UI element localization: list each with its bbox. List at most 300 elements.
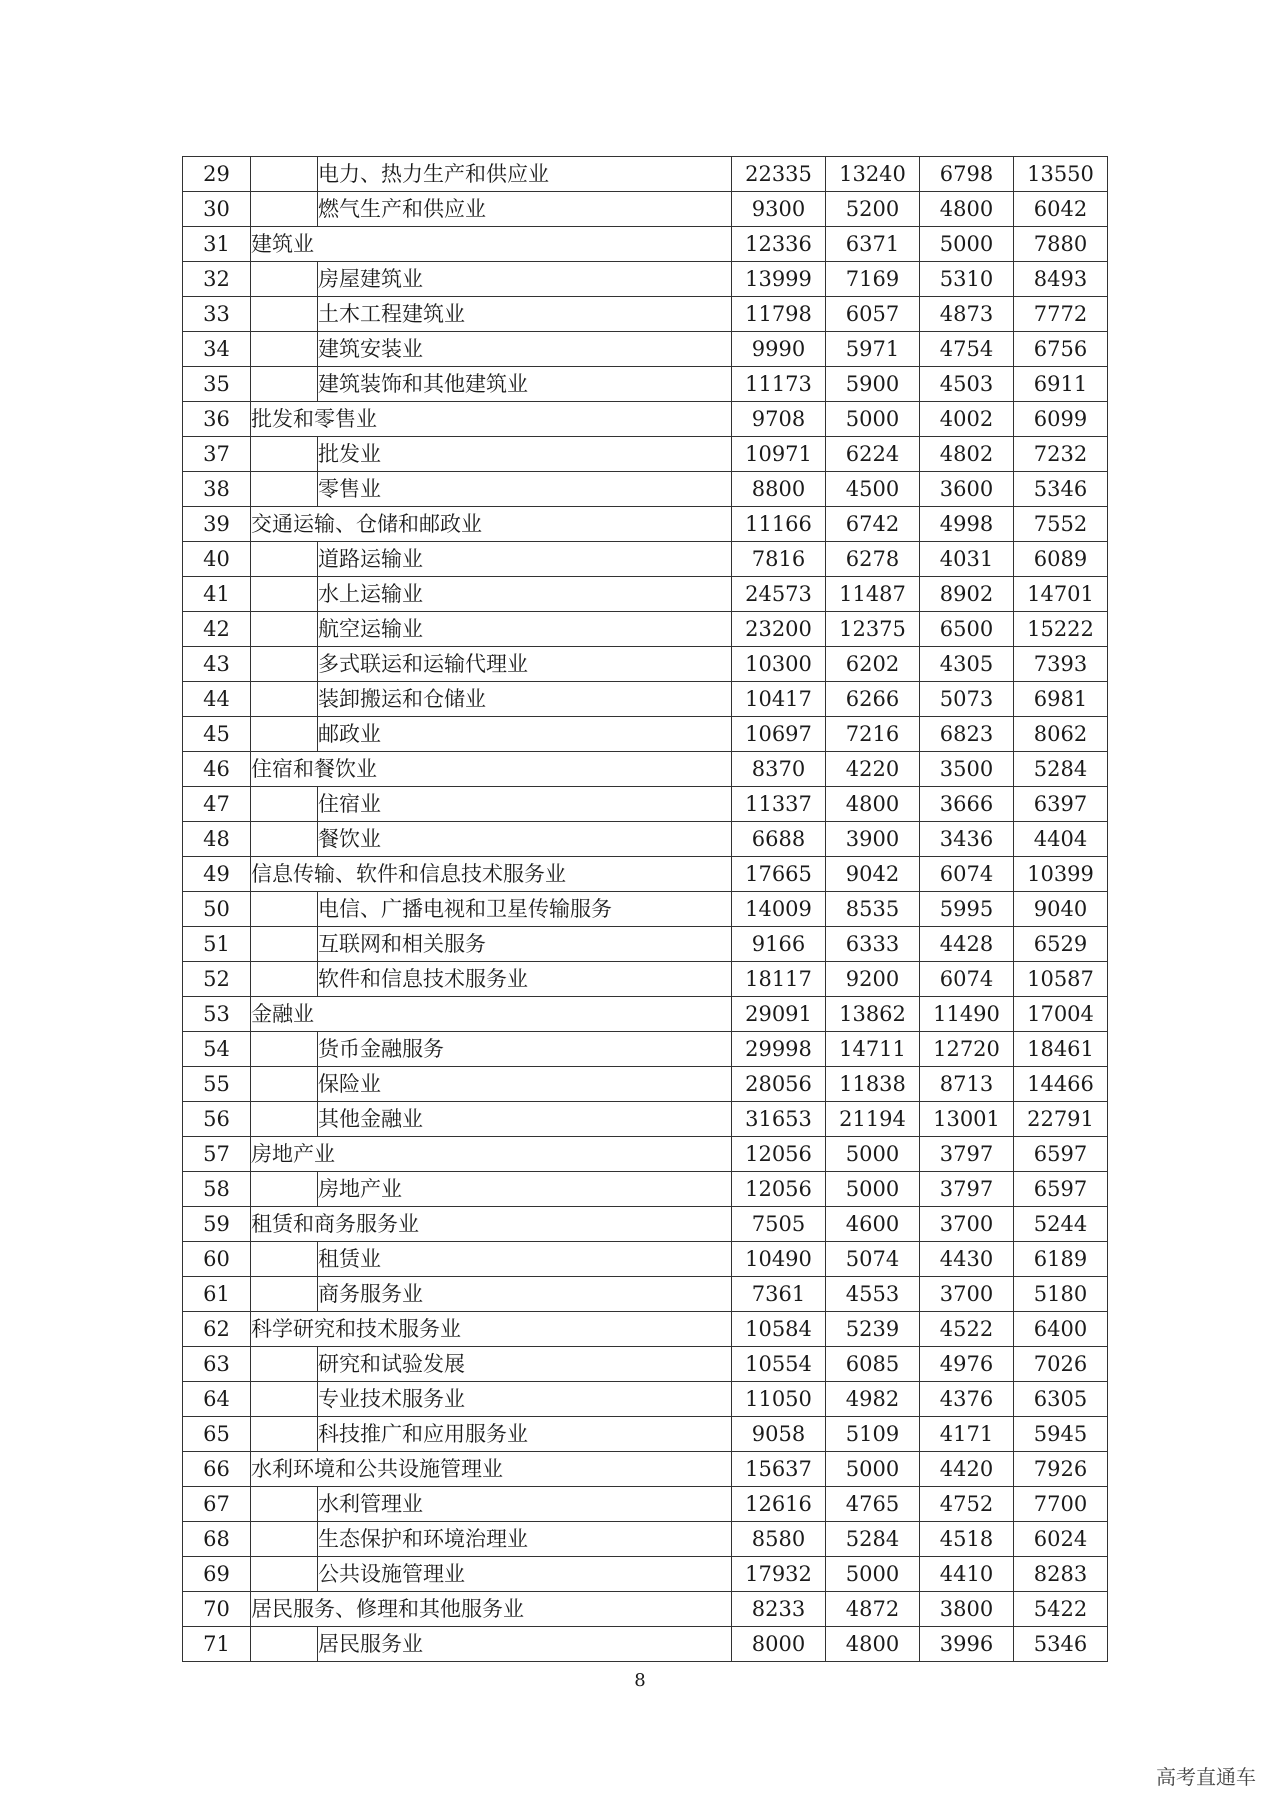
- value-cell: 5000: [826, 1172, 920, 1207]
- value-cell: 8800: [732, 472, 826, 507]
- row-number-cell: 54: [183, 1032, 251, 1067]
- value-cell: 5000: [826, 1452, 920, 1487]
- value-cell: 4220: [826, 752, 920, 787]
- table-row: [183, 647, 1108, 682]
- indent-cell: [251, 192, 318, 227]
- value-cell: 6823: [920, 717, 1014, 752]
- indent-cell: [251, 472, 318, 507]
- value-cell: 10399: [1014, 857, 1108, 892]
- value-cell: 4376: [920, 1382, 1014, 1417]
- value-cell: 5346: [1014, 472, 1108, 507]
- value-cell: 4420: [920, 1452, 1014, 1487]
- row-number-cell: 43: [183, 647, 251, 682]
- industry-name-cell: 居民服务、修理和其他服务业: [251, 1592, 732, 1627]
- row-number-cell: 71: [183, 1627, 251, 1662]
- row-number-cell: 36: [183, 402, 251, 437]
- industry-name-cell: 批发和零售业: [251, 402, 732, 437]
- industry-name-cell: 燃气生产和供应业: [318, 192, 732, 227]
- industry-name-cell: 其他金融业: [318, 1102, 732, 1137]
- value-cell: 7216: [826, 717, 920, 752]
- industry-name-cell: 房屋建筑业: [318, 262, 732, 297]
- value-cell: 10300: [732, 647, 826, 682]
- value-cell: 5000: [826, 1557, 920, 1592]
- value-cell: 6597: [1014, 1172, 1108, 1207]
- table-row: [183, 1102, 1108, 1137]
- value-cell: 3700: [920, 1277, 1014, 1312]
- table-row: [183, 1627, 1108, 1662]
- value-cell: 6099: [1014, 402, 1108, 437]
- value-cell: 5995: [920, 892, 1014, 927]
- value-cell: 3996: [920, 1627, 1014, 1662]
- value-cell: 11166: [732, 507, 826, 542]
- indent-cell: [251, 717, 318, 752]
- value-cell: 6981: [1014, 682, 1108, 717]
- table-row: [183, 507, 1108, 542]
- row-number-cell: 60: [183, 1242, 251, 1277]
- value-cell: 6189: [1014, 1242, 1108, 1277]
- value-cell: 29998: [732, 1032, 826, 1067]
- value-cell: 11050: [732, 1382, 826, 1417]
- row-number-cell: 45: [183, 717, 251, 752]
- value-cell: 13862: [826, 997, 920, 1032]
- indent-cell: [251, 1522, 318, 1557]
- table-row: [183, 1487, 1108, 1522]
- value-cell: 3900: [826, 822, 920, 857]
- indent-cell: [251, 1487, 318, 1522]
- value-cell: 4976: [920, 1347, 1014, 1382]
- value-cell: 14711: [826, 1032, 920, 1067]
- table-row: [183, 367, 1108, 402]
- value-cell: 10697: [732, 717, 826, 752]
- value-cell: 7393: [1014, 647, 1108, 682]
- industry-name-cell: 土木工程建筑业: [318, 297, 732, 332]
- value-cell: 7026: [1014, 1347, 1108, 1382]
- industry-name-cell: 电力、热力生产和供应业: [318, 157, 732, 192]
- row-number-cell: 40: [183, 542, 251, 577]
- table-row: [183, 577, 1108, 612]
- indent-cell: [251, 157, 318, 192]
- row-number-cell: 38: [183, 472, 251, 507]
- value-cell: 6057: [826, 297, 920, 332]
- value-cell: 4410: [920, 1557, 1014, 1592]
- table-row: [183, 1277, 1108, 1312]
- industry-name-cell: 电信、广播电视和卫星传输服务: [318, 892, 732, 927]
- table-row: [183, 997, 1108, 1032]
- value-cell: 18461: [1014, 1032, 1108, 1067]
- value-cell: 9166: [732, 927, 826, 962]
- row-number-cell: 61: [183, 1277, 251, 1312]
- table-row: [183, 612, 1108, 647]
- value-cell: 5945: [1014, 1417, 1108, 1452]
- industry-name-cell: 生态保护和环境治理业: [318, 1522, 732, 1557]
- value-cell: 5284: [1014, 752, 1108, 787]
- value-cell: 3500: [920, 752, 1014, 787]
- table-row: [183, 822, 1108, 857]
- value-cell: 12720: [920, 1032, 1014, 1067]
- row-number-cell: 48: [183, 822, 251, 857]
- value-cell: 8535: [826, 892, 920, 927]
- value-cell: 4765: [826, 1487, 920, 1522]
- value-cell: 8233: [732, 1592, 826, 1627]
- value-cell: 6305: [1014, 1382, 1108, 1417]
- industry-name-cell: 建筑业: [251, 227, 732, 262]
- value-cell: 5000: [920, 227, 1014, 262]
- indent-cell: [251, 787, 318, 822]
- value-cell: 22335: [732, 157, 826, 192]
- industry-name-cell: 批发业: [318, 437, 732, 472]
- table-row: [183, 227, 1108, 262]
- value-cell: 6266: [826, 682, 920, 717]
- industry-name-cell: 交通运输、仓储和邮政业: [251, 507, 732, 542]
- industry-name-cell: 航空运输业: [318, 612, 732, 647]
- value-cell: 5244: [1014, 1207, 1108, 1242]
- value-cell: 3666: [920, 787, 1014, 822]
- table-row: [183, 1417, 1108, 1452]
- value-cell: 4500: [826, 472, 920, 507]
- value-cell: 6756: [1014, 332, 1108, 367]
- indent-cell: [251, 297, 318, 332]
- value-cell: 7169: [826, 262, 920, 297]
- row-number-cell: 50: [183, 892, 251, 927]
- value-cell: 6074: [920, 857, 1014, 892]
- row-number-cell: 65: [183, 1417, 251, 1452]
- row-number-cell: 70: [183, 1592, 251, 1627]
- table-row: [183, 402, 1108, 437]
- value-cell: 4754: [920, 332, 1014, 367]
- row-number-cell: 46: [183, 752, 251, 787]
- table-row: [183, 892, 1108, 927]
- table-row: [183, 1592, 1108, 1627]
- value-cell: 4430: [920, 1242, 1014, 1277]
- watermark: 高考直通车: [1156, 1765, 1256, 1789]
- value-cell: 12056: [732, 1172, 826, 1207]
- value-cell: 4404: [1014, 822, 1108, 857]
- industry-name-cell: 公共设施管理业: [318, 1557, 732, 1592]
- value-cell: 17665: [732, 857, 826, 892]
- indent-cell: [251, 647, 318, 682]
- value-cell: 12616: [732, 1487, 826, 1522]
- indent-cell: [251, 1557, 318, 1592]
- table-row: [183, 1032, 1108, 1067]
- value-cell: 5200: [826, 192, 920, 227]
- value-cell: 5073: [920, 682, 1014, 717]
- value-cell: 5900: [826, 367, 920, 402]
- value-cell: 6400: [1014, 1312, 1108, 1347]
- value-cell: 4752: [920, 1487, 1014, 1522]
- row-number-cell: 67: [183, 1487, 251, 1522]
- row-number-cell: 34: [183, 332, 251, 367]
- industry-name-cell: 建筑安装业: [318, 332, 732, 367]
- value-cell: 14701: [1014, 577, 1108, 612]
- row-number-cell: 64: [183, 1382, 251, 1417]
- value-cell: 4305: [920, 647, 1014, 682]
- industry-name-cell: 互联网和相关服务: [318, 927, 732, 962]
- value-cell: 8580: [732, 1522, 826, 1557]
- value-cell: 7505: [732, 1207, 826, 1242]
- table-row: [183, 542, 1108, 577]
- row-number-cell: 39: [183, 507, 251, 542]
- row-number-cell: 33: [183, 297, 251, 332]
- industry-name-cell: 研究和试验发展: [318, 1347, 732, 1382]
- value-cell: 10554: [732, 1347, 826, 1382]
- value-cell: 7361: [732, 1277, 826, 1312]
- row-number-cell: 29: [183, 157, 251, 192]
- row-number-cell: 53: [183, 997, 251, 1032]
- value-cell: 11173: [732, 367, 826, 402]
- value-cell: 4872: [826, 1592, 920, 1627]
- value-cell: 4800: [920, 192, 1014, 227]
- value-cell: 3700: [920, 1207, 1014, 1242]
- table-row: [183, 262, 1108, 297]
- value-cell: 3797: [920, 1137, 1014, 1172]
- value-cell: 5074: [826, 1242, 920, 1277]
- industry-name-cell: 租赁和商务服务业: [251, 1207, 732, 1242]
- value-cell: 5346: [1014, 1627, 1108, 1662]
- row-number-cell: 51: [183, 927, 251, 962]
- value-cell: 5310: [920, 262, 1014, 297]
- industry-name-cell: 房地产业: [318, 1172, 732, 1207]
- table-row: [183, 1382, 1108, 1417]
- value-cell: 18117: [732, 962, 826, 997]
- indent-cell: [251, 577, 318, 612]
- value-cell: 11798: [732, 297, 826, 332]
- value-cell: 4171: [920, 1417, 1014, 1452]
- value-cell: 9040: [1014, 892, 1108, 927]
- table-row: [183, 1242, 1108, 1277]
- table-row: [183, 1522, 1108, 1557]
- value-cell: 21194: [826, 1102, 920, 1137]
- value-cell: 4998: [920, 507, 1014, 542]
- industry-name-cell: 道路运输业: [318, 542, 732, 577]
- row-number-cell: 52: [183, 962, 251, 997]
- value-cell: 8370: [732, 752, 826, 787]
- value-cell: 4553: [826, 1277, 920, 1312]
- value-cell: 12336: [732, 227, 826, 262]
- value-cell: 6085: [826, 1347, 920, 1382]
- table-row: [183, 682, 1108, 717]
- industry-name-cell: 住宿和餐饮业: [251, 752, 732, 787]
- value-cell: 13999: [732, 262, 826, 297]
- value-cell: 10587: [1014, 962, 1108, 997]
- value-cell: 23200: [732, 612, 826, 647]
- table-row: [183, 1067, 1108, 1102]
- value-cell: 5422: [1014, 1592, 1108, 1627]
- indent-cell: [251, 612, 318, 647]
- table-row: [183, 157, 1108, 192]
- value-cell: 6529: [1014, 927, 1108, 962]
- row-number-cell: 37: [183, 437, 251, 472]
- indent-cell: [251, 1382, 318, 1417]
- value-cell: 7552: [1014, 507, 1108, 542]
- row-number-cell: 62: [183, 1312, 251, 1347]
- value-cell: 6798: [920, 157, 1014, 192]
- industry-name-cell: 建筑装饰和其他建筑业: [318, 367, 732, 402]
- indent-cell: [251, 367, 318, 402]
- table-row: [183, 1172, 1108, 1207]
- value-cell: 6911: [1014, 367, 1108, 402]
- industry-name-cell: 科学研究和技术服务业: [251, 1312, 732, 1347]
- value-cell: 6042: [1014, 192, 1108, 227]
- value-cell: 6024: [1014, 1522, 1108, 1557]
- value-cell: 4518: [920, 1522, 1014, 1557]
- value-cell: 4503: [920, 367, 1014, 402]
- row-number-cell: 49: [183, 857, 251, 892]
- value-cell: 10971: [732, 437, 826, 472]
- row-number-cell: 56: [183, 1102, 251, 1137]
- value-cell: 14466: [1014, 1067, 1108, 1102]
- table-row: [183, 717, 1108, 752]
- indent-cell: [251, 262, 318, 297]
- industry-name-cell: 居民服务业: [318, 1627, 732, 1662]
- value-cell: 6500: [920, 612, 1014, 647]
- table-row: [183, 927, 1108, 962]
- value-cell: 11490: [920, 997, 1014, 1032]
- industry-name-cell: 住宿业: [318, 787, 732, 822]
- value-cell: 15222: [1014, 612, 1108, 647]
- industry-name-cell: 水上运输业: [318, 577, 732, 612]
- value-cell: 3800: [920, 1592, 1014, 1627]
- value-cell: 6074: [920, 962, 1014, 997]
- value-cell: 4873: [920, 297, 1014, 332]
- row-number-cell: 31: [183, 227, 251, 262]
- industry-name-cell: 科技推广和应用服务业: [318, 1417, 732, 1452]
- indent-cell: [251, 542, 318, 577]
- industry-name-cell: 零售业: [318, 472, 732, 507]
- value-cell: 6397: [1014, 787, 1108, 822]
- industry-name-cell: 保险业: [318, 1067, 732, 1102]
- value-cell: 8000: [732, 1627, 826, 1662]
- value-cell: 6089: [1014, 542, 1108, 577]
- indent-cell: [251, 1172, 318, 1207]
- table-row: [183, 297, 1108, 332]
- value-cell: 29091: [732, 997, 826, 1032]
- table-row: [183, 752, 1108, 787]
- value-cell: 5971: [826, 332, 920, 367]
- value-cell: 5000: [826, 402, 920, 437]
- value-cell: 5109: [826, 1417, 920, 1452]
- value-cell: 6333: [826, 927, 920, 962]
- value-cell: 4600: [826, 1207, 920, 1242]
- indent-cell: [251, 1277, 318, 1312]
- indent-cell: [251, 1032, 318, 1067]
- value-cell: 6597: [1014, 1137, 1108, 1172]
- value-cell: 14009: [732, 892, 826, 927]
- value-cell: 8283: [1014, 1557, 1108, 1592]
- industry-name-cell: 房地产业: [251, 1137, 732, 1172]
- value-cell: 7816: [732, 542, 826, 577]
- value-cell: 13550: [1014, 157, 1108, 192]
- value-cell: 6224: [826, 437, 920, 472]
- value-cell: 9708: [732, 402, 826, 437]
- row-number-cell: 30: [183, 192, 251, 227]
- value-cell: 4428: [920, 927, 1014, 962]
- table-row: [183, 192, 1108, 227]
- wage-table-body: [183, 157, 1108, 1662]
- row-number-cell: 68: [183, 1522, 251, 1557]
- indent-cell: [251, 1242, 318, 1277]
- value-cell: 6371: [826, 227, 920, 262]
- value-cell: 12056: [732, 1137, 826, 1172]
- value-cell: 6202: [826, 647, 920, 682]
- value-cell: 4800: [826, 1627, 920, 1662]
- industry-name-cell: 租赁业: [318, 1242, 732, 1277]
- value-cell: 12375: [826, 612, 920, 647]
- table-row: [183, 857, 1108, 892]
- value-cell: 31653: [732, 1102, 826, 1137]
- value-cell: 4031: [920, 542, 1014, 577]
- value-cell: 5239: [826, 1312, 920, 1347]
- value-cell: 4802: [920, 437, 1014, 472]
- wage-table: [182, 156, 1108, 1662]
- row-number-cell: 32: [183, 262, 251, 297]
- table-row: [183, 1452, 1108, 1487]
- table-row: [183, 1347, 1108, 1382]
- value-cell: 17004: [1014, 997, 1108, 1032]
- indent-cell: [251, 1627, 318, 1662]
- value-cell: 24573: [732, 577, 826, 612]
- value-cell: 7232: [1014, 437, 1108, 472]
- table-row: [183, 437, 1108, 472]
- industry-name-cell: 信息传输、软件和信息技术服务业: [251, 857, 732, 892]
- industry-name-cell: 水利环境和公共设施管理业: [251, 1452, 732, 1487]
- industry-name-cell: 多式联运和运输代理业: [318, 647, 732, 682]
- value-cell: 10490: [732, 1242, 826, 1277]
- value-cell: 9200: [826, 962, 920, 997]
- value-cell: 9300: [732, 192, 826, 227]
- value-cell: 5180: [1014, 1277, 1108, 1312]
- industry-name-cell: 邮政业: [318, 717, 732, 752]
- value-cell: 11337: [732, 787, 826, 822]
- value-cell: 5284: [826, 1522, 920, 1557]
- table-row: [183, 332, 1108, 367]
- value-cell: 4800: [826, 787, 920, 822]
- indent-cell: [251, 437, 318, 472]
- value-cell: 10584: [732, 1312, 826, 1347]
- row-number-cell: 35: [183, 367, 251, 402]
- indent-cell: [251, 682, 318, 717]
- value-cell: 7926: [1014, 1452, 1108, 1487]
- indent-cell: [251, 1102, 318, 1137]
- value-cell: 8493: [1014, 262, 1108, 297]
- table-row: [183, 1312, 1108, 1347]
- value-cell: 13240: [826, 157, 920, 192]
- value-cell: 13001: [920, 1102, 1014, 1137]
- row-number-cell: 59: [183, 1207, 251, 1242]
- table-row: [183, 1137, 1108, 1172]
- value-cell: 7880: [1014, 227, 1108, 262]
- value-cell: 4002: [920, 402, 1014, 437]
- value-cell: 8062: [1014, 717, 1108, 752]
- row-number-cell: 55: [183, 1067, 251, 1102]
- value-cell: 6278: [826, 542, 920, 577]
- value-cell: 3436: [920, 822, 1014, 857]
- indent-cell: [251, 892, 318, 927]
- value-cell: 3797: [920, 1172, 1014, 1207]
- industry-name-cell: 水利管理业: [318, 1487, 732, 1522]
- value-cell: 9042: [826, 857, 920, 892]
- row-number-cell: 58: [183, 1172, 251, 1207]
- value-cell: 7700: [1014, 1487, 1108, 1522]
- row-number-cell: 44: [183, 682, 251, 717]
- value-cell: 11838: [826, 1067, 920, 1102]
- row-number-cell: 66: [183, 1452, 251, 1487]
- table-row: [183, 1207, 1108, 1242]
- value-cell: 28056: [732, 1067, 826, 1102]
- indent-cell: [251, 1417, 318, 1452]
- table-row: [183, 472, 1108, 507]
- value-cell: 7772: [1014, 297, 1108, 332]
- value-cell: 8713: [920, 1067, 1014, 1102]
